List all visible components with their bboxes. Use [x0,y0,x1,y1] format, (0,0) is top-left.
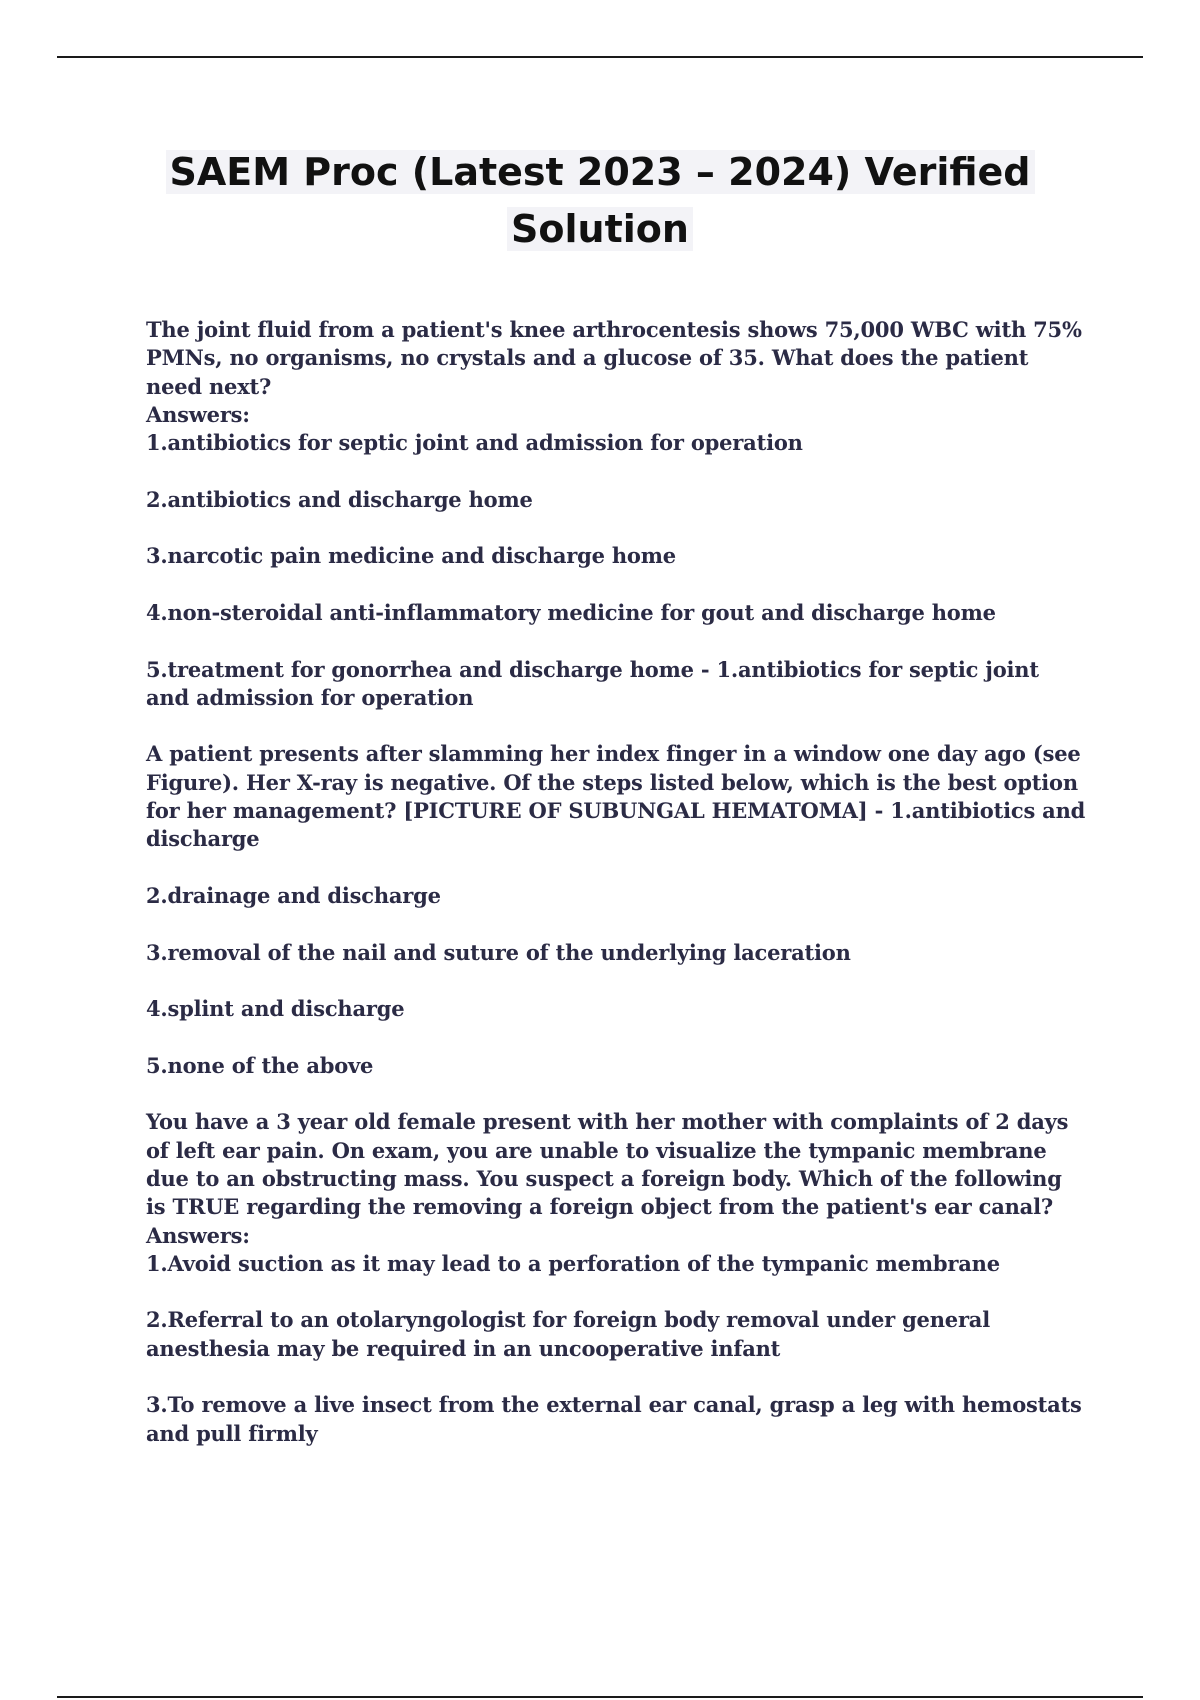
q2-option-5: 5.none of the above [146,1052,374,1078]
q3-option-1: 1.Avoid suction as it may lead to a perforation of the tympanic membrane [146,1250,1000,1276]
title-line-1: SAEM Proc (Latest 2023 – 2024) Verified [166,150,1035,194]
q1-option-3: 3.narcotic pain medicine and discharge home [146,543,676,569]
header-rule [57,56,1143,58]
title-line-2: Solution [507,207,693,251]
q1-answers-label: Answers: [146,401,250,427]
q1-option-5: 5.treatment for gonorrhea and discharge home - 1.antibiotics for septic joint and admission for operation [146,656,1039,710]
q3-option-3: 3.To remove a live insect from the external ear canal, grasp a leg with hemostats and pull firmly [146,1392,1082,1446]
document-body [146,316,1086,1476]
q3-answers-label: Answers: [146,1222,250,1248]
q1-option-2: 2.antibiotics and discharge home [146,486,533,512]
document-title [100,144,1100,258]
q1-question: The joint fluid from a patient's knee arthrocentesis shows 75,000 WBC with 75% PMNs, no organisms, no crystals and a glucose of 35. What does the patient need next? [146,317,1082,399]
q3-question: You have a 3 year old female present with her mother with complaints of 2 days of left ear pain. On exam, you are unable to visualize the tympanic membrane due to an obstructing mass. You suspect a foreign body. Which of the following is TRUE regarding the removing a foreign object from the patient's ear canal? [146,1109,1069,1220]
footer-rule [57,1696,1143,1698]
q1-option-4: 4.non-steroidal anti-inflammatory medicine for gout and discharge home [146,599,996,625]
q2-question: A patient presents after slamming her index finger in a window one day ago (see Figure). Her X-ray is negative. Of the steps listed below, which is the best option for her management? [PICTURE OF SUBUNGAL HEMATOMA] - 1.antibiotics and discharge [146,741,1086,852]
q1-option-1: 1.antibiotics for septic joint and admission for operation [146,430,803,456]
q2-option-2: 2.drainage and discharge [146,882,441,908]
q3-option-2: 2.Referral to an otolaryngologist for foreign body removal under general anesthesia may be required in an uncooperative infant [146,1307,990,1361]
q2-option-3: 3.removal of the nail and suture of the underlying laceration [146,939,851,965]
q2-option-4: 4.splint and discharge [146,996,405,1022]
